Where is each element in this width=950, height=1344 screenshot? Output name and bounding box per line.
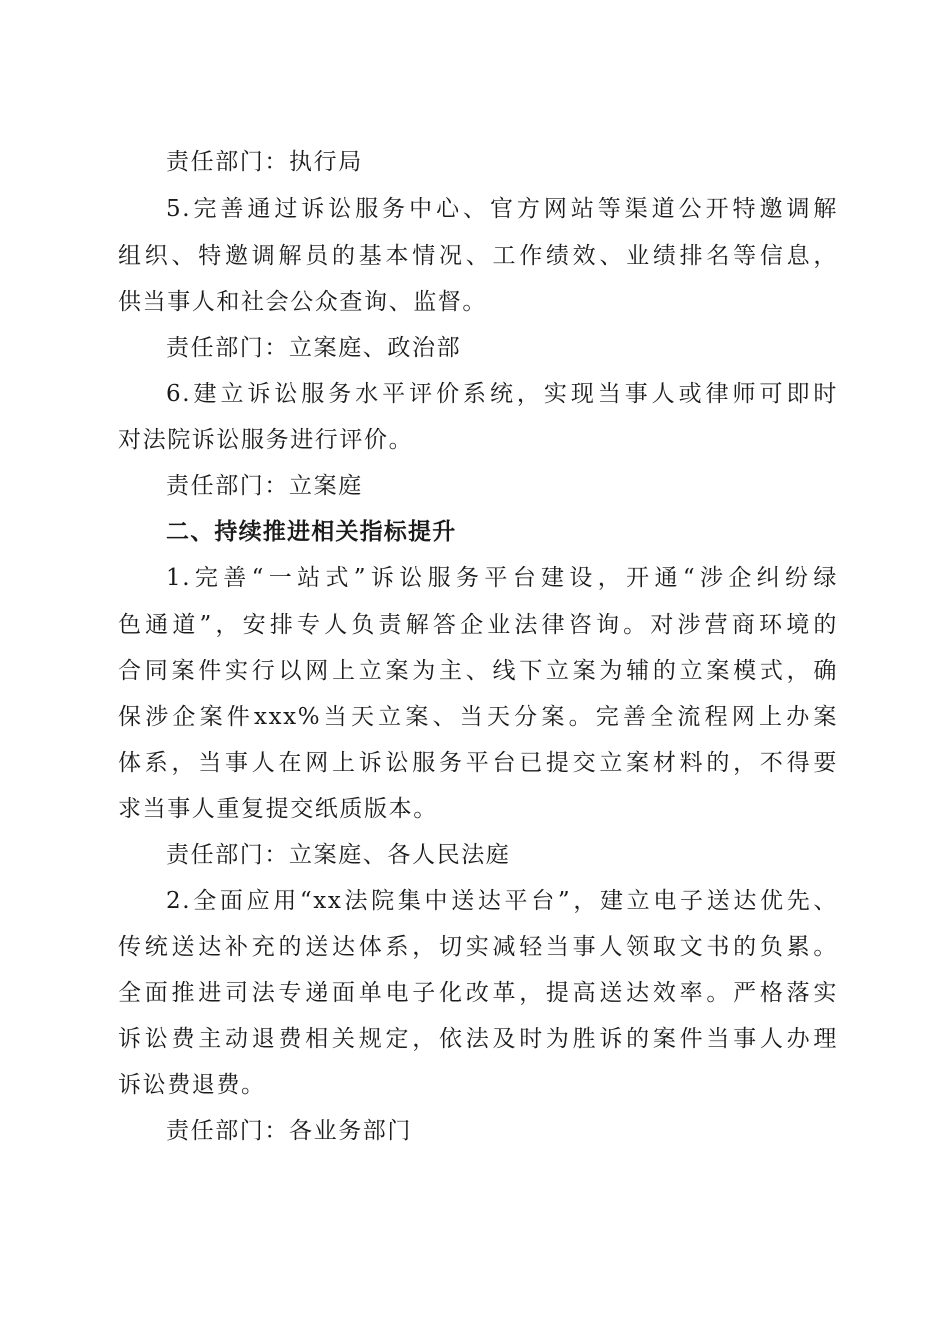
responsibility-line: 责任部门：各业务部门: [166, 1118, 412, 1144]
paragraph-line: 对法院诉讼服务进行评价。: [118, 427, 414, 453]
paragraph-line: 保涉企案件xxx%当天立案、当天分案。完善全流程网上办案: [118, 704, 838, 730]
responsibility-line: 责任部门：执行局: [166, 149, 363, 175]
paragraph-line: 2.全面应用“xx法院集中送达平台”，建立电子送达优先、: [166, 888, 838, 914]
responsibility-line: 责任部门：立案庭、政治部: [166, 335, 462, 361]
paragraph-line: 组织、特邀调解员的基本情况、工作绩效、业绩排名等信息，: [118, 243, 838, 269]
responsibility-line: 责任部门：立案庭: [166, 473, 363, 499]
paragraph-line: 诉讼费退费。: [118, 1072, 266, 1098]
responsibility-line: 责任部门：立案庭、各人民法庭: [166, 842, 511, 868]
paragraph-line: 1.完善“一站式”诉讼服务平台建设，开通“涉企纠纷绿: [166, 565, 838, 591]
paragraph-line: 供当事人和社会公众查询、监督。: [118, 289, 487, 315]
paragraph-line: 全面推进司法专递面单电子化改革，提高送达效率。严格落实: [118, 980, 838, 1006]
section-heading: 二、持续推进相关指标提升: [166, 519, 457, 545]
paragraph-line: 5.完善通过诉讼服务中心、官方网站等渠道公开特邀调解: [166, 196, 838, 222]
paragraph-line: 传统送达补充的送达体系，切实减轻当事人领取文书的负累。: [118, 934, 838, 960]
paragraph-line: 诉讼费主动退费相关规定，依法及时为胜诉的案件当事人办理: [118, 1026, 838, 1052]
paragraph-line: 6.建立诉讼服务水平评价系统，实现当事人或律师可即时: [166, 381, 838, 407]
paragraph-line: 求当事人重复提交纸质版本。: [118, 796, 438, 822]
paragraph-line: 合同案件实行以网上立案为主、线下立案为辅的立案模式，确: [118, 658, 838, 684]
paragraph-line: 体系，当事人在网上诉讼服务平台已提交立案材料的，不得要: [118, 750, 838, 776]
paragraph-line: 色通道”，安排专人负责解答企业法律咨询。对涉营商环境的: [118, 612, 838, 638]
